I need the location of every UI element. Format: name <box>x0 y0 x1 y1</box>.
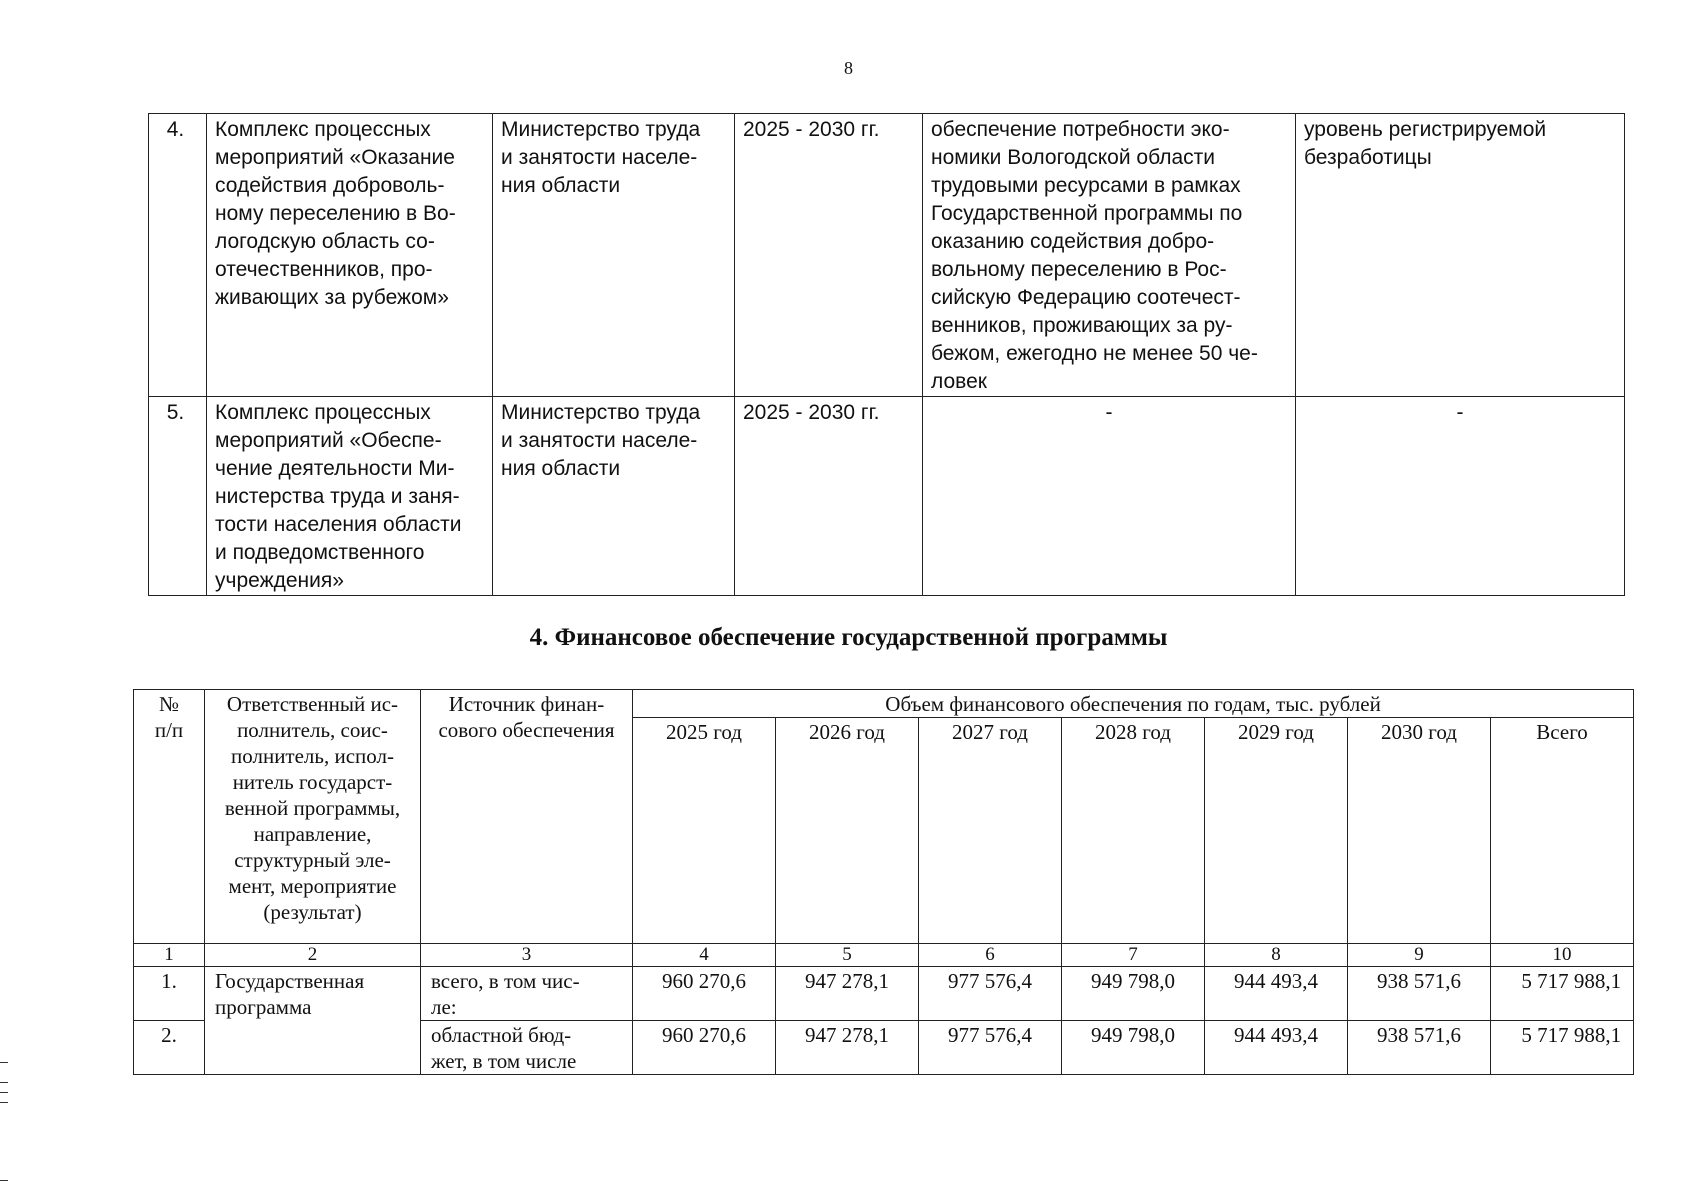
value-2030: 938 571,6 <box>1348 967 1491 1021</box>
margin-mark <box>0 1092 8 1093</box>
page-number: 8 <box>844 58 853 78</box>
value-total: 5 717 988,1 <box>1491 967 1634 1021</box>
header-volume: Объем финансового обеспечения по годам, тыс. рублей <box>633 690 1634 718</box>
measure-name: Комплекс процессных мероприятий «Обеспе- чение деятельности Ми- нистерства труда и заня- тости населения области и подведомственного учреждения» <box>207 397 493 596</box>
column-index: 9 <box>1348 944 1491 967</box>
margin-mark <box>0 1082 8 1083</box>
column-index: 2 <box>205 944 421 967</box>
value-2026: 947 278,1 <box>776 1021 919 1075</box>
financing-table <box>133 689 1634 1075</box>
margin-mark <box>0 1062 8 1063</box>
table-row <box>134 967 1634 1021</box>
measures-table <box>148 113 1625 596</box>
value-2029: 944 493,4 <box>1205 1021 1348 1075</box>
value-2028: 949 798,0 <box>1062 967 1205 1021</box>
header-year-2028: 2028 год <box>1062 718 1205 944</box>
column-index: 10 <box>1491 944 1634 967</box>
table-row <box>149 114 1625 397</box>
column-index: 5 <box>776 944 919 967</box>
value-total: 5 717 988,1 <box>1491 1021 1634 1075</box>
column-index: 7 <box>1062 944 1205 967</box>
value-2025: 960 270,6 <box>633 967 776 1021</box>
row-number: 4. <box>149 114 207 397</box>
responsible-executor: Министерство труда и занятости населе- ния области <box>493 397 735 596</box>
related-indicator: - <box>1296 397 1625 596</box>
related-indicator: уровень регистрируемой безработицы <box>1296 114 1625 397</box>
measure-name: Комплекс процессных мероприятий «Оказание содействия доброволь- ному переселению в Во- логодскую область со- отечественников, про- живающих за рубежом» <box>207 114 493 397</box>
value-2025: 960 270,6 <box>633 1021 776 1075</box>
margin-mark <box>0 1180 8 1181</box>
header-year-2027: 2027 год <box>919 718 1062 944</box>
value-2027: 977 576,4 <box>919 1021 1062 1075</box>
value-2029: 944 493,4 <box>1205 967 1348 1021</box>
funding-source: областной бюд- жет, в том числе <box>421 1021 633 1075</box>
value-2030: 938 571,6 <box>1348 1021 1491 1075</box>
implementation-period: 2025 - 2030 гг. <box>735 114 923 397</box>
value-2028: 949 798,0 <box>1062 1021 1205 1075</box>
value-2026: 947 278,1 <box>776 967 919 1021</box>
column-index: 6 <box>919 944 1062 967</box>
header-num: № п/п <box>134 690 205 944</box>
measure-task: - <box>923 397 1296 596</box>
table-row <box>149 397 1625 596</box>
header-year-2030: 2030 год <box>1348 718 1491 944</box>
margin-mark <box>0 1102 8 1103</box>
column-index: 1 <box>134 944 205 967</box>
header-source: Источник финан- сового обеспечения <box>421 690 633 944</box>
responsible-executor: Министерство труда и занятости населе- ния области <box>493 114 735 397</box>
header-year-2026: 2026 год <box>776 718 919 944</box>
row-number: 2. <box>134 1021 205 1075</box>
column-index: 4 <box>633 944 776 967</box>
column-index: 8 <box>1205 944 1348 967</box>
header-year-2029: 2029 год <box>1205 718 1348 944</box>
header-year-2025: 2025 год <box>633 718 776 944</box>
header-total: Всего <box>1491 718 1634 944</box>
header-executor: Ответственный ис- полнитель, соис- полнитель, испол- нитель государст- венной программы, направление, структурный эле- мент, мероприятие (результат) <box>205 690 421 944</box>
executor-name: Государственная программа <box>205 967 421 1075</box>
row-number: 1. <box>134 967 205 1021</box>
row-number: 5. <box>149 397 207 596</box>
funding-source: всего, в том чис- ле: <box>421 967 633 1021</box>
value-2027: 977 576,4 <box>919 967 1062 1021</box>
section-title: 4. Финансовое обеспечение государственной программы <box>529 624 1168 651</box>
measure-task: обеспечение потребности эко- номики Вологодской области трудовыми ресурсами в рамках Государственной программы по оказанию содействия добро- вольному переселению в Рос- сийскую Федерацию соотечест- венников, проживающих за ру- бежом, ежегодно не менее 50 че- ловек <box>923 114 1296 397</box>
column-index-row <box>134 944 1634 967</box>
column-index: 3 <box>421 944 633 967</box>
implementation-period: 2025 - 2030 гг. <box>735 397 923 596</box>
header-row <box>134 690 1634 718</box>
